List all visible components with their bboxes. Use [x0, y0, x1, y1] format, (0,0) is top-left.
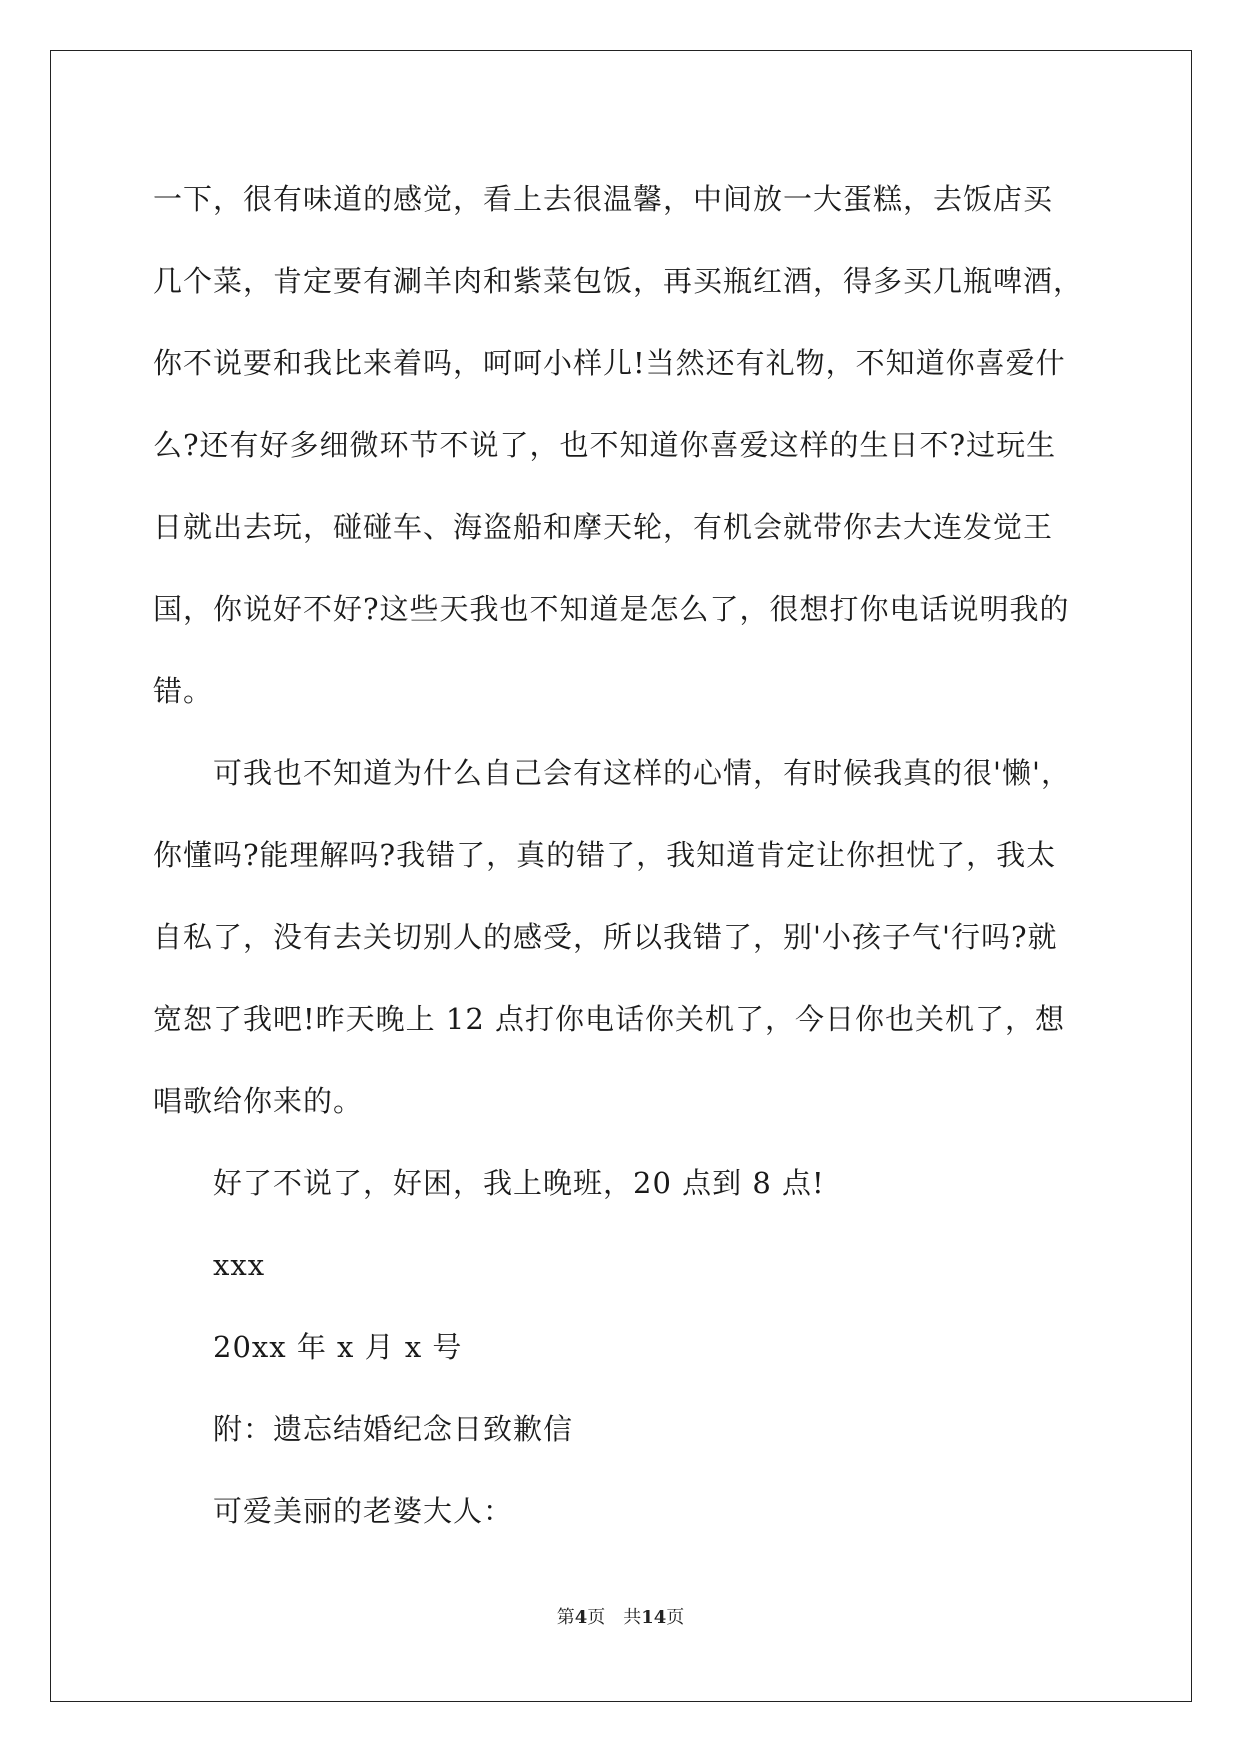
footer-page-suffix: 页 [587, 1607, 606, 1628]
document-body [153, 158, 1093, 1552]
text-line: 几个菜，肯定要有涮羊肉和紫菜包饭，再买瓶红酒，得多买几瓶啤酒， [153, 264, 1084, 298]
appendix-title: 附：遗忘结婚纪念日致歉信 [213, 1412, 574, 1446]
current-page-number: 4 [574, 1607, 588, 1628]
paragraph-start-line: 好了不说了，好困，我上晚班，20 点到 8 点! [213, 1166, 825, 1200]
footer-total-suffix: 页 [666, 1607, 685, 1628]
signature-name: xxx [213, 1248, 266, 1282]
page-footer [0, 1603, 1241, 1629]
text-line: 自私了，没有去关切别人的感受，所以我错了，别'小孩子气'行吗?就 [153, 920, 1058, 954]
text-line: 宽恕了我吧!昨天晚上 12 点打你电话你关机了，今日你也关机了，想 [153, 1002, 1065, 1036]
letter-salutation: 可爱美丽的老婆大人： [213, 1494, 514, 1528]
text-line: 你懂吗?能理解吗?我错了，真的错了，我知道肯定让你担忧了，我太 [153, 838, 1057, 872]
text-line: 一下，很有味道的感觉，看上去很温馨，中间放一大蛋糕，去饭店买 [153, 182, 1054, 216]
text-line: 唱歌给你来的。 [153, 1084, 364, 1118]
footer-total-prefix: 共 [623, 1607, 642, 1628]
text-line: 错。 [153, 674, 214, 708]
signature-date: 20xx 年 x 月 x 号 [213, 1330, 463, 1364]
paragraph-start-line: 可我也不知道为什么自己会有这样的心情，有时候我真的很'懒'， [213, 756, 1071, 790]
text-line: 国，你说好不好?这些天我也不知道是怎么了，很想打你电话说明我的 [153, 592, 1070, 626]
footer-prefix: 第 [556, 1607, 575, 1628]
text-line: 你不说要和我比来着吗，呵呵小样儿!当然还有礼物，不知道你喜爱什 [153, 346, 1066, 380]
text-line: 么?还有好多细微环节不说了，也不知道你喜爱这样的生日不?过玩生 [153, 428, 1057, 462]
text-line: 日就出去玩，碰碰车、海盗船和摩天轮，有机会就带你去大连发觉王 [153, 510, 1054, 544]
total-page-count: 14 [641, 1607, 667, 1628]
